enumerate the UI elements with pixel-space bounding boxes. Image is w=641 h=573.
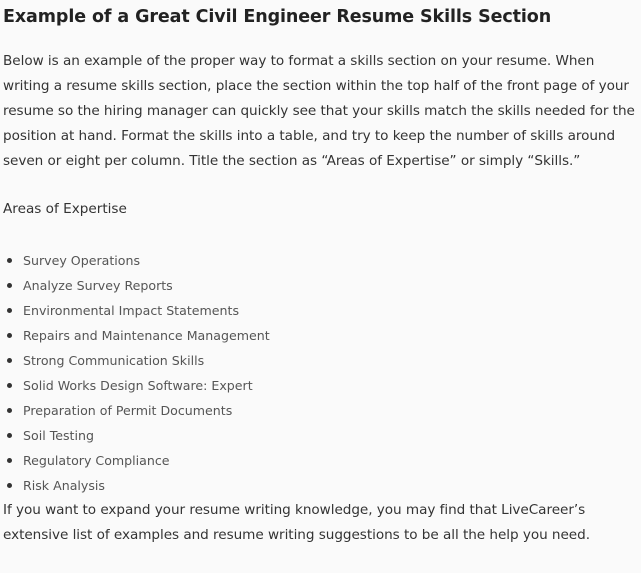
skill-label: Solid Works Design Software: Expert bbox=[23, 378, 253, 393]
section-label: Areas of Expertise bbox=[3, 201, 127, 217]
skill-item bbox=[3, 298, 641, 323]
bullet-icon bbox=[7, 333, 12, 338]
bullet-icon bbox=[7, 383, 12, 388]
bullet-icon bbox=[7, 283, 12, 288]
skill-item bbox=[3, 273, 641, 298]
skill-label: Preparation of Permit Documents bbox=[23, 403, 233, 418]
skill-item bbox=[3, 448, 641, 473]
bullet-icon bbox=[7, 433, 12, 438]
skill-item bbox=[3, 323, 641, 348]
article-heading: Example of a Great Civil Engineer Resume Skills Section bbox=[3, 7, 552, 27]
closing-paragraph: If you want to expand your resume writing knowledge, you may find that LiveCareer’s extensive list of examples and resume writing suggestions to be all the help you need. bbox=[3, 502, 590, 543]
bullet-icon bbox=[7, 258, 12, 263]
skill-label: Repairs and Maintenance Management bbox=[23, 328, 270, 343]
bullet-icon bbox=[7, 308, 12, 313]
skill-item bbox=[3, 398, 641, 423]
intro-paragraph: Below is an example of the proper way to format a skills section on your resume. When writing a resume skills section, place the section within the top half of the front page of your resume so the hiring manager can quickly see that your skills match the skills needed for the position at hand. Format the skills into a table, and try to keep the number of skills around seven or eight per column. Title the section as “Areas of Expertise” or simply “Skills.” bbox=[3, 53, 635, 169]
skill-label: Survey Operations bbox=[23, 253, 141, 268]
skill-label: Risk Analysis bbox=[23, 478, 105, 493]
skills-list bbox=[3, 248, 641, 498]
skill-label: Strong Communication Skills bbox=[23, 353, 205, 368]
skill-item bbox=[3, 348, 641, 373]
skill-label: Soil Testing bbox=[23, 428, 94, 443]
skill-label: Environmental Impact Statements bbox=[23, 303, 240, 318]
skill-item bbox=[3, 373, 641, 398]
skill-label: Analyze Survey Reports bbox=[23, 278, 173, 293]
skill-item bbox=[3, 248, 641, 273]
skill-label: Regulatory Compliance bbox=[23, 453, 170, 468]
bullet-icon bbox=[7, 458, 12, 463]
bullet-icon bbox=[7, 408, 12, 413]
skill-item bbox=[3, 473, 641, 498]
skill-item bbox=[3, 423, 641, 448]
bullet-icon bbox=[7, 358, 12, 363]
bullet-icon bbox=[7, 483, 12, 488]
